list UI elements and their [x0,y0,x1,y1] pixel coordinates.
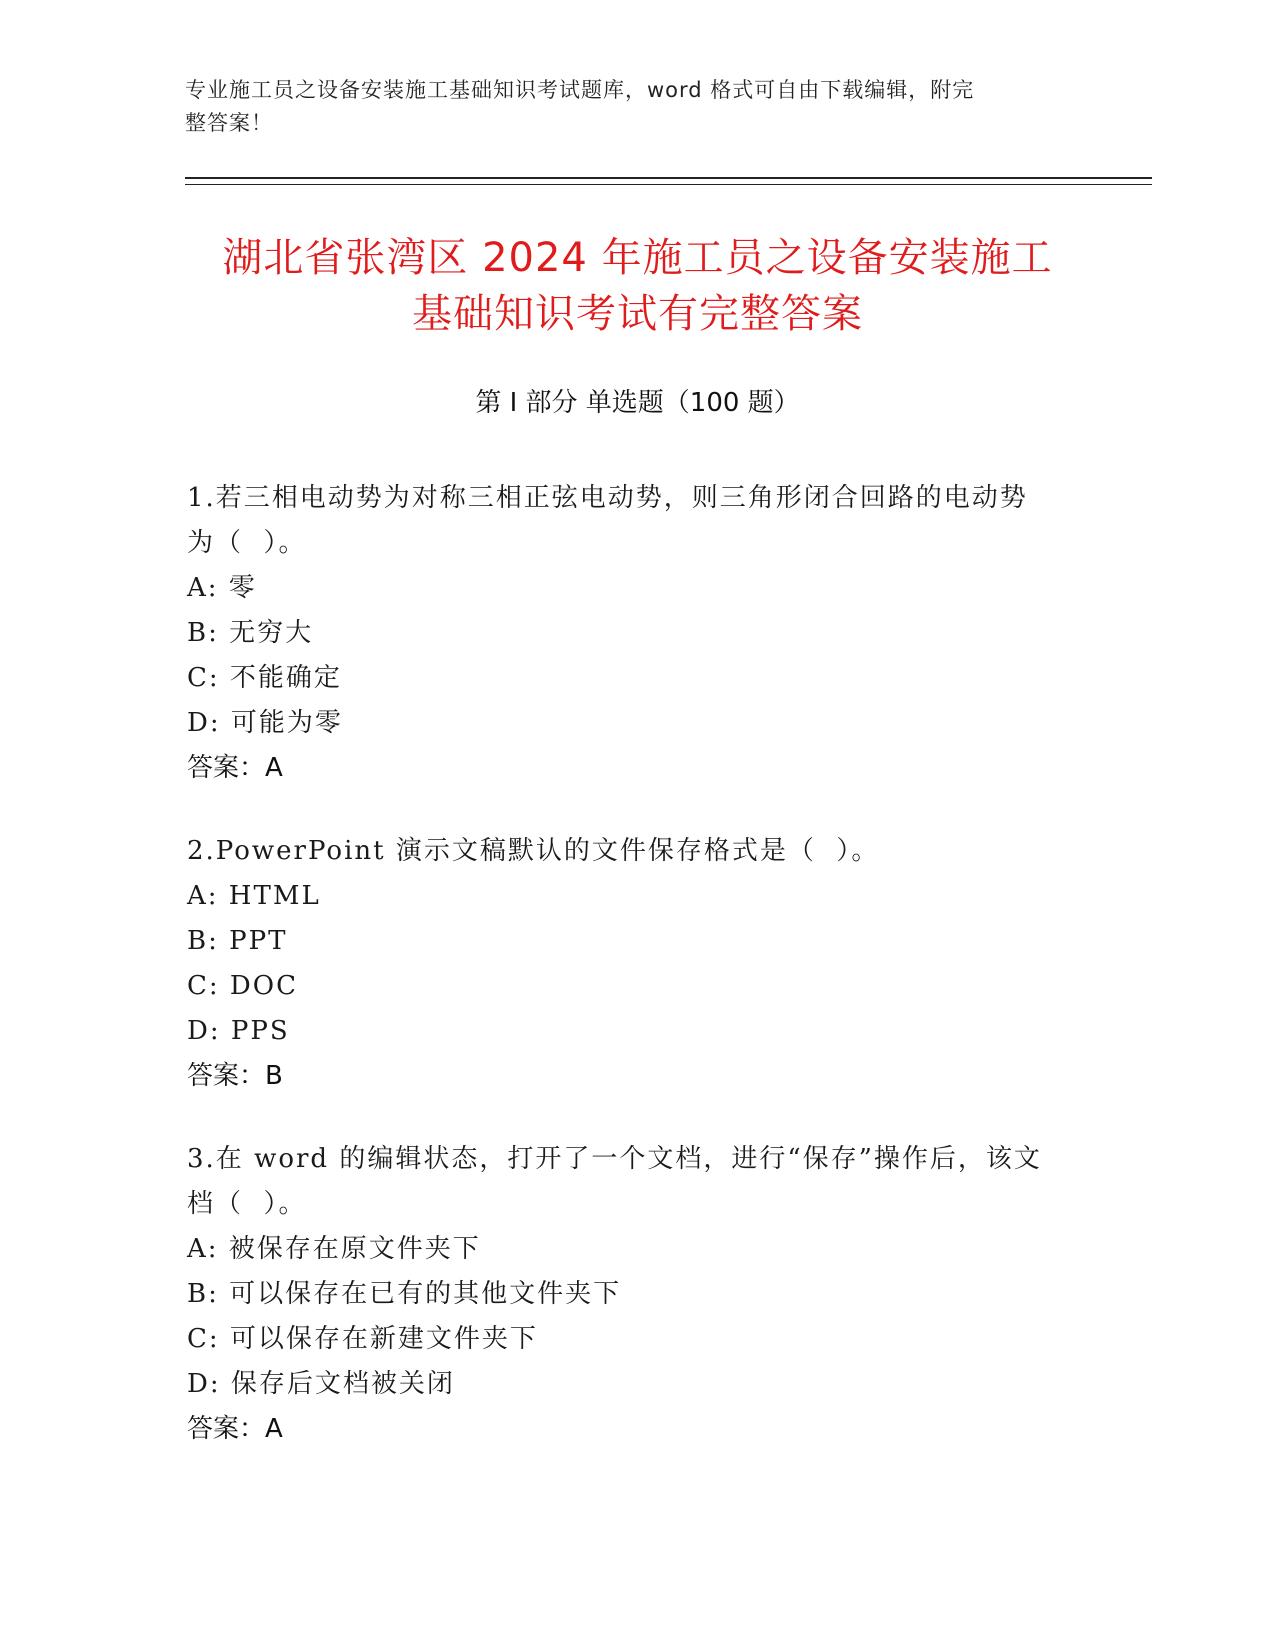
option-a: A: HTML [187,881,321,911]
question-stem: 3.在 word 的编辑状态，打开了一个文档，进行“保存”操作后，该文 档（ ）。 [187,1144,1042,1219]
answer: 答案：A [187,1414,283,1444]
question-stem: 2.PowerPoint 演示文稿默认的文件保存格式是（ ）。 [187,836,880,866]
option-a: A: 零 [187,573,257,603]
question-1 [187,476,1087,791]
option-c: C: DOC [187,971,298,1001]
option-b: B: 无穷大 [187,618,314,648]
option-d: D: 可能为零 [187,708,343,738]
document-title [185,230,1090,342]
header-divider-top [185,177,1152,179]
option-c: C: 可以保存在新建文件夹下 [187,1324,538,1354]
option-c: C: 不能确定 [187,663,342,693]
question-list [187,476,1087,1490]
answer: 答案：A [187,753,283,783]
section-heading: 第 I 部分 单选题（100 题） [475,388,800,418]
question-3 [187,1137,1087,1452]
header-note: 专业施工员之设备安装施工基础知识考试题库，word 格式可自由下载编辑，附完 整答案！ [185,78,975,135]
option-a: A: 被保存在原文件夹下 [187,1234,481,1264]
header-divider-bottom [185,184,1152,185]
document-title-line-2: 基础知识考试有完整答案 [412,291,863,337]
option-b: B: 可以保存在已有的其他文件夹下 [187,1279,622,1309]
option-b: B: PPT [187,926,288,956]
document-title-line-1: 湖北省张湾区 2024 年施工员之设备安装施工 [222,235,1053,281]
question-2 [187,829,1087,1099]
question-stem: 1.若三相电动势为对称三相正弦电动势，则三角形闭合回路的电动势 为（ ）。 [187,483,1028,558]
option-d: D: PPS [187,1016,290,1046]
answer: 答案：B [187,1061,283,1091]
option-d: D: 保存后文档被关闭 [187,1369,455,1399]
